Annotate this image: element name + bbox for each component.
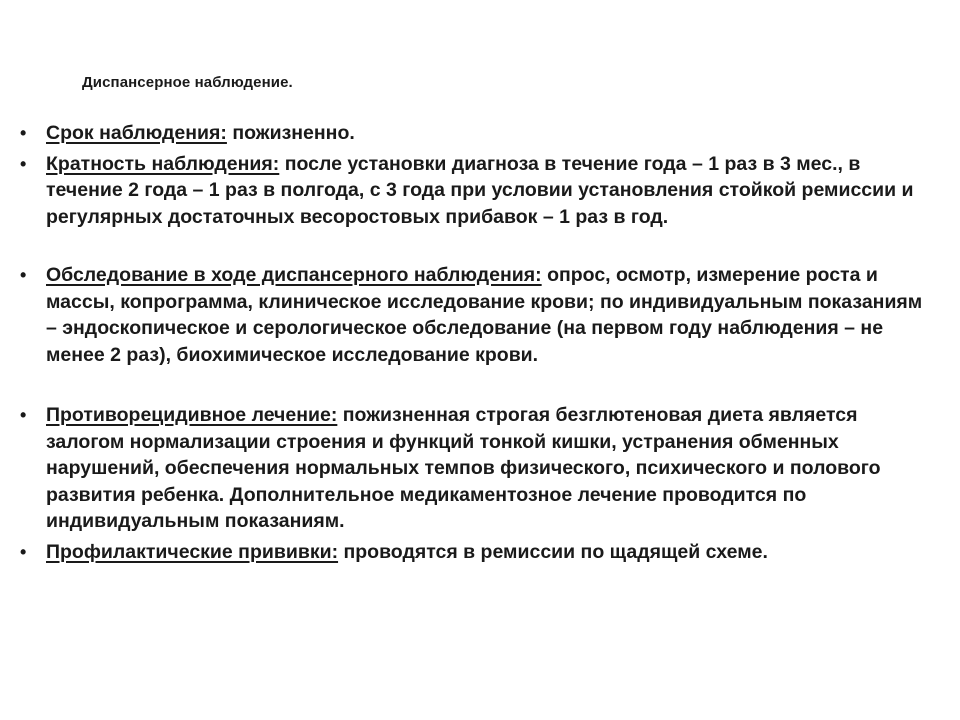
bullet-dot-icon: • [20,153,27,174]
bullet-item-observation-frequency [20,151,930,231]
bullet-dot-icon: • [20,541,27,562]
bullet-term: Профилактические прививки: [46,540,339,563]
bullet-text: опрос, осмотр, измерение роста и массы, копрограмма, клиническое исследование крови; по индивидуальным показаниям – эндоскопическое и серологическое обследование (на первом году наблюдения – не менее 2 раз), биохимическое исследование крови. [46,264,923,366]
bullet-list [20,120,930,565]
bullet-text: после установки диагноза в течение года – 1 раз в 3 мес., в течение 2 года – 1 раз в полгода, с 3 года при условии установления стойкой ремиссии и регулярных достаточных весоростовых прибавок – 1 раз в год. [46,152,914,228]
bullet-term: Противорецидивное лечение: [46,404,338,426]
slide-title: Диспансерное наблюдение. [82,74,293,91]
bullet-item-examination [20,262,930,368]
bullet-text: проводятся в ремиссии по щадящей схеме. [338,540,768,563]
bullet-text: пожизненно. [226,122,355,144]
bullet-term: Срок наблюдения: [46,122,227,144]
bullet-item-observation-period [20,120,930,147]
bullet-term: Кратность наблюдения: [46,152,280,175]
bullet-term: Обследование в ходе диспансерного наблюдения: [46,264,542,286]
bullet-item-anti-relapse-treatment [20,402,930,535]
bullet-dot-icon: • [20,123,27,143]
bullet-dot-icon: • [20,405,27,425]
bullet-dot-icon: • [20,265,27,285]
bullet-item-vaccinations [20,539,930,566]
bullet-text: пожизненная строгая безглютеновая диета является залогом нормализации строения и функций тонкой кишки, устранения обменных нарушений, обеспечения нормальных темпов физического, психического и полового развития ребенка. Дополнительное медикаментозное лечение проводится по индивидуальным показаниям. [46,404,881,532]
